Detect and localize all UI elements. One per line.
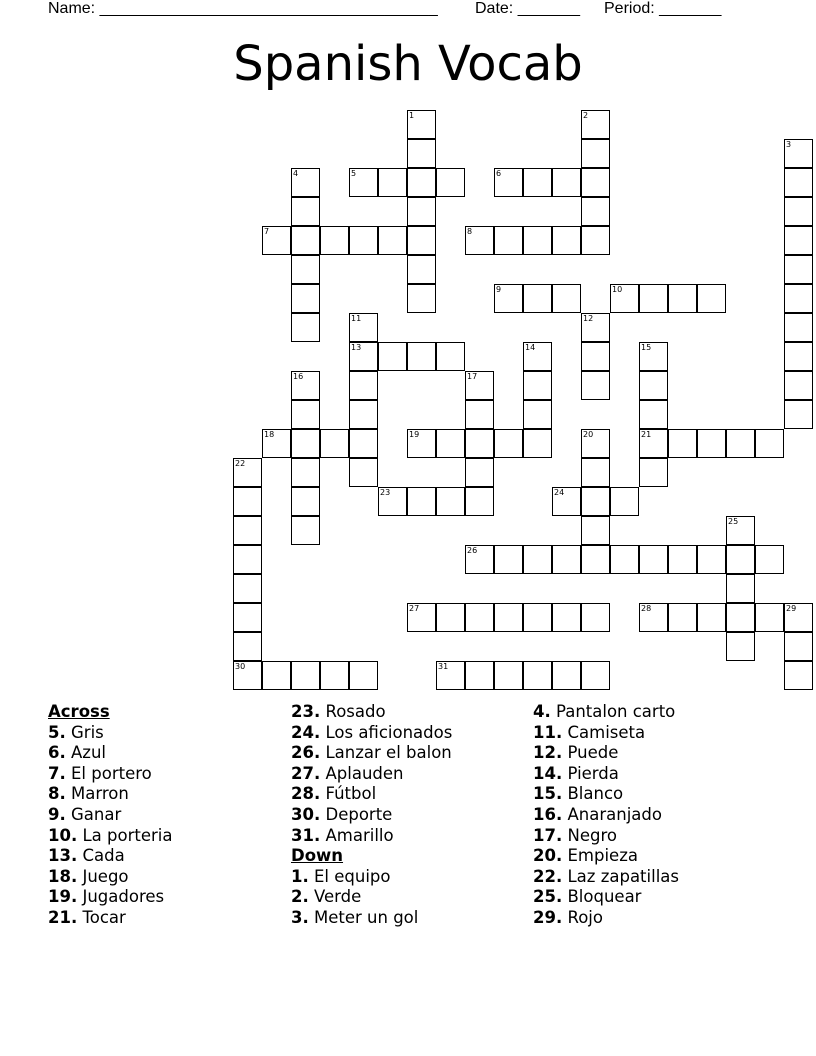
crossword-cell[interactable] — [436, 487, 465, 516]
crossword-cell[interactable] — [784, 632, 813, 661]
clue-number: 20. — [533, 846, 563, 866]
crossword-cell[interactable] — [233, 487, 262, 516]
crossword-cell[interactable] — [291, 255, 320, 284]
cell-number: 16 — [293, 372, 304, 381]
name-field-label[interactable]: Name: ______________________________________ — [48, 0, 438, 17]
cell-number: 9 — [496, 285, 502, 294]
crossword-cell[interactable] — [668, 545, 697, 574]
clue-number: 28. — [291, 784, 321, 804]
clue-item — [533, 702, 783, 723]
cell-number: 13 — [351, 343, 362, 352]
cell-number: 26 — [467, 546, 478, 555]
crossword-cell[interactable] — [581, 603, 610, 632]
period-field-label[interactable]: Period: _______ — [604, 0, 722, 17]
crossword-cell[interactable] — [291, 429, 320, 458]
crossword-cell[interactable] — [581, 313, 610, 342]
crossword-cell[interactable] — [407, 197, 436, 226]
crossword-cell[interactable] — [552, 226, 581, 255]
cell-number: 2 — [583, 111, 589, 120]
clue-item — [533, 908, 783, 929]
crossword-cell[interactable] — [639, 400, 668, 429]
clue-item — [291, 764, 541, 785]
clue-number: 30. — [291, 804, 321, 824]
cell-number: 14 — [525, 343, 536, 352]
clue-text: Blanco — [567, 784, 624, 804]
clue-number: 5. — [48, 722, 66, 742]
clues-column-2 — [291, 702, 541, 929]
crossword-cell[interactable] — [465, 487, 494, 516]
crossword-cell[interactable] — [639, 429, 668, 458]
crossword-cell[interactable] — [581, 197, 610, 226]
clue-item — [291, 805, 541, 826]
clue-item — [291, 702, 541, 723]
crossword-cell[interactable] — [581, 168, 610, 197]
crossword-cell[interactable] — [349, 371, 378, 400]
clue-item — [48, 723, 298, 744]
crossword-cell[interactable] — [523, 429, 552, 458]
crossword-cell[interactable] — [291, 458, 320, 487]
clue-number: 14. — [533, 763, 563, 783]
clue-number: 13. — [48, 846, 78, 866]
crossword-cell[interactable] — [552, 545, 581, 574]
crossword-cell[interactable] — [581, 139, 610, 168]
crossword-cell[interactable] — [668, 429, 697, 458]
crossword-cell[interactable] — [697, 545, 726, 574]
crossword-cell[interactable] — [494, 661, 523, 690]
cell-number: 30 — [235, 662, 246, 671]
clue-text: Meter un gol — [314, 907, 419, 927]
clue-number: 9. — [48, 804, 66, 824]
crossword-cell[interactable] — [262, 226, 291, 255]
clue-number: 1. — [291, 866, 309, 886]
clue-item — [48, 784, 298, 805]
crossword-cell[interactable] — [378, 168, 407, 197]
crossword-cell[interactable] — [639, 458, 668, 487]
crossword-cell[interactable] — [581, 429, 610, 458]
clue-text: Camiseta — [567, 722, 646, 742]
crossword-cell[interactable] — [784, 342, 813, 371]
cell-number: 1 — [409, 111, 415, 120]
clue-number: 2. — [291, 887, 309, 907]
cell-number: 21 — [641, 430, 652, 439]
crossword-cell[interactable] — [726, 574, 755, 603]
crossword-cell[interactable] — [407, 139, 436, 168]
clue-item — [291, 743, 541, 764]
cell-number: 6 — [496, 169, 502, 178]
crossword-cell[interactable] — [407, 342, 436, 371]
crossword-cell[interactable] — [349, 458, 378, 487]
clue-text: Deporte — [325, 804, 393, 824]
crossword-cell[interactable] — [233, 545, 262, 574]
crossword-cell[interactable] — [755, 603, 784, 632]
crossword-cell[interactable] — [639, 284, 668, 313]
clue-item — [291, 723, 541, 744]
crossword-cell[interactable] — [291, 284, 320, 313]
clue-text: Puede — [567, 743, 619, 763]
cell-number: 19 — [409, 430, 420, 439]
cell-number: 20 — [583, 430, 594, 439]
clue-number: 21. — [48, 907, 78, 927]
clue-item — [291, 867, 541, 888]
clue-item — [533, 846, 783, 867]
crossword-cell[interactable] — [581, 371, 610, 400]
crossword-cell[interactable] — [523, 400, 552, 429]
crossword-cell[interactable] — [784, 661, 813, 690]
clue-number: 15. — [533, 784, 563, 804]
cell-number: 3 — [786, 140, 792, 149]
crossword-cell[interactable] — [407, 429, 436, 458]
crossword-cell[interactable] — [784, 226, 813, 255]
clue-text: Pierda — [567, 763, 619, 783]
crossword-cell[interactable] — [523, 545, 552, 574]
crossword-cell[interactable] — [262, 661, 291, 690]
crossword-cell[interactable] — [494, 429, 523, 458]
clue-text: Ganar — [71, 804, 122, 824]
clues-column-1 — [48, 702, 298, 929]
clue-item — [48, 867, 298, 888]
crossword-cell[interactable] — [523, 371, 552, 400]
crossword-cell[interactable] — [494, 168, 523, 197]
clue-number: 3. — [291, 907, 309, 927]
crossword-cell[interactable] — [726, 516, 755, 545]
crossword-cell[interactable] — [291, 197, 320, 226]
cell-number: 29 — [786, 604, 797, 613]
crossword-cell[interactable] — [697, 603, 726, 632]
clue-number: 26. — [291, 743, 321, 763]
crossword-cell[interactable] — [291, 661, 320, 690]
crossword-cell[interactable] — [784, 371, 813, 400]
crossword-cell[interactable] — [465, 661, 494, 690]
clue-text: Negro — [567, 825, 617, 845]
crossword-cell[interactable] — [581, 487, 610, 516]
crossword-cell[interactable] — [378, 487, 407, 516]
down-heading: Down — [291, 846, 344, 866]
cell-number: 24 — [554, 488, 565, 497]
clue-item — [48, 764, 298, 785]
clue-item — [291, 826, 541, 847]
crossword-cell[interactable] — [291, 226, 320, 255]
clue-text: Lanzar el balon — [325, 743, 452, 763]
crossword-cell[interactable] — [349, 342, 378, 371]
crossword-cell[interactable] — [697, 284, 726, 313]
clue-text: Amarillo — [325, 825, 394, 845]
crossword-cell[interactable] — [784, 284, 813, 313]
crossword-cell[interactable] — [581, 458, 610, 487]
crossword-cell[interactable] — [407, 110, 436, 139]
clue-text: Aplauden — [325, 763, 404, 783]
crossword-cell[interactable] — [581, 226, 610, 255]
crossword-cell[interactable] — [639, 603, 668, 632]
clue-text: Empieza — [567, 846, 638, 866]
crossword-cell[interactable] — [726, 545, 755, 574]
crossword-cell[interactable] — [784, 168, 813, 197]
crossword-cell[interactable] — [552, 603, 581, 632]
cell-number: 10 — [612, 285, 623, 294]
crossword-cell[interactable] — [784, 313, 813, 342]
crossword-cell[interactable] — [465, 371, 494, 400]
clue-text: Verde — [314, 887, 362, 907]
crossword-cell[interactable] — [465, 545, 494, 574]
across-heading: Across — [48, 702, 110, 721]
clue-item — [48, 805, 298, 826]
clue-number: 23. — [291, 702, 321, 721]
crossword-cell[interactable] — [523, 342, 552, 371]
crossword-cell[interactable] — [697, 429, 726, 458]
clue-number: 25. — [533, 887, 563, 907]
cell-number: 15 — [641, 343, 652, 352]
crossword-cell[interactable] — [726, 603, 755, 632]
clue-text: Laz zapatillas — [567, 866, 679, 886]
cell-number: 12 — [583, 314, 594, 323]
clue-text: Pantalon carto — [556, 702, 676, 721]
clue-number: 18. — [48, 866, 78, 886]
cell-number: 7 — [264, 227, 270, 236]
cell-number: 25 — [728, 517, 739, 526]
crossword-cell[interactable] — [552, 661, 581, 690]
clue-text: Tocar — [82, 907, 126, 927]
crossword-cell[interactable] — [407, 284, 436, 313]
crossword-cell[interactable] — [320, 226, 349, 255]
clue-number: 6. — [48, 743, 66, 763]
crossword-cell[interactable] — [320, 429, 349, 458]
clue-text: Bloquear — [567, 887, 642, 907]
cell-number: 11 — [351, 314, 362, 323]
cell-number: 18 — [264, 430, 275, 439]
crossword-cell[interactable] — [784, 400, 813, 429]
crossword-cell[interactable] — [639, 545, 668, 574]
crossword-cell[interactable] — [552, 284, 581, 313]
crossword-cell[interactable] — [378, 342, 407, 371]
crossword-cell[interactable] — [349, 400, 378, 429]
cell-number: 17 — [467, 372, 478, 381]
clue-number: 10. — [48, 825, 78, 845]
cell-number: 28 — [641, 604, 652, 613]
crossword-cell[interactable] — [436, 342, 465, 371]
clue-number: 12. — [533, 743, 563, 763]
clue-number: 24. — [291, 722, 321, 742]
crossword-cell[interactable] — [233, 458, 262, 487]
clue-text: Marron — [71, 784, 129, 804]
clue-item — [48, 908, 298, 929]
crossword-cell[interactable] — [349, 226, 378, 255]
page-title: Spanish Vocab — [233, 36, 583, 92]
clue-text: Rosado — [325, 702, 386, 721]
crossword-cell[interactable] — [581, 516, 610, 545]
clue-number: 19. — [48, 887, 78, 907]
crossword-cell[interactable] — [523, 603, 552, 632]
clue-number: 7. — [48, 763, 66, 783]
clue-item — [291, 784, 541, 805]
clue-item — [291, 908, 541, 929]
clue-text: Azul — [71, 743, 106, 763]
crossword-cell[interactable] — [407, 226, 436, 255]
crossword-cell[interactable] — [291, 313, 320, 342]
crossword-cell[interactable] — [610, 487, 639, 516]
crossword-cell[interactable] — [494, 603, 523, 632]
clue-item — [533, 764, 783, 785]
clue-text: Anaranjado — [567, 804, 662, 824]
crossword-cell[interactable] — [407, 255, 436, 284]
crossword-cell[interactable] — [523, 284, 552, 313]
crossword-cell[interactable] — [349, 661, 378, 690]
crossword-cell[interactable] — [465, 458, 494, 487]
clue-item — [48, 887, 298, 908]
clue-item — [48, 743, 298, 764]
crossword-cell[interactable] — [494, 284, 523, 313]
crossword-cell[interactable] — [436, 603, 465, 632]
crossword-cell[interactable] — [320, 661, 349, 690]
cell-number: 31 — [438, 662, 449, 671]
clues-column-3 — [533, 702, 783, 929]
crossword-cell[interactable] — [523, 661, 552, 690]
cell-number: 5 — [351, 169, 357, 178]
cell-number: 22 — [235, 459, 246, 468]
crossword-cell[interactable] — [726, 632, 755, 661]
clue-item — [291, 887, 541, 908]
crossword-cell[interactable] — [407, 168, 436, 197]
crossword-cell[interactable] — [610, 284, 639, 313]
crossword-cell[interactable] — [784, 255, 813, 284]
crossword-cell[interactable] — [465, 429, 494, 458]
crossword-cell[interactable] — [581, 110, 610, 139]
crossword-cell[interactable] — [639, 342, 668, 371]
crossword-cell[interactable] — [436, 429, 465, 458]
crossword-cell[interactable] — [378, 226, 407, 255]
crossword-cell[interactable] — [407, 603, 436, 632]
crossword-cell[interactable] — [465, 603, 494, 632]
crossword-cell[interactable] — [755, 545, 784, 574]
clue-text: Los aficionados — [325, 722, 453, 742]
crossword-cell[interactable] — [784, 603, 813, 632]
crossword-cell[interactable] — [291, 400, 320, 429]
clue-number: 27. — [291, 763, 321, 783]
crossword-cell[interactable] — [349, 429, 378, 458]
clue-text: El portero — [71, 763, 152, 783]
crossword-cell[interactable] — [291, 487, 320, 516]
crossword-cell[interactable] — [436, 168, 465, 197]
clue-text: Jugadores — [82, 887, 165, 907]
crossword-cell[interactable] — [262, 429, 291, 458]
crossword-cell[interactable] — [436, 661, 465, 690]
crossword-cell[interactable] — [610, 545, 639, 574]
crossword-cell[interactable] — [523, 168, 552, 197]
clue-item — [533, 743, 783, 764]
clue-number: 22. — [533, 866, 563, 886]
crossword-cell[interactable] — [668, 284, 697, 313]
clue-item — [48, 826, 298, 847]
cell-number: 27 — [409, 604, 420, 613]
crossword-cell[interactable] — [233, 632, 262, 661]
clue-item — [533, 867, 783, 888]
crossword-cell[interactable] — [784, 197, 813, 226]
crossword-cell[interactable] — [291, 168, 320, 197]
crossword-cell[interactable] — [233, 574, 262, 603]
cell-number: 4 — [293, 169, 299, 178]
clue-text: Rojo — [567, 907, 603, 927]
crossword-cell[interactable] — [523, 226, 552, 255]
clue-number: 29. — [533, 907, 563, 927]
crossword-cell[interactable] — [639, 371, 668, 400]
crossword-cell[interactable] — [494, 545, 523, 574]
clue-item — [533, 887, 783, 908]
clue-text: Juego — [82, 866, 129, 886]
crossword-cell[interactable] — [233, 603, 262, 632]
crossword-cell[interactable] — [581, 661, 610, 690]
clue-item — [533, 784, 783, 805]
crossword-cell[interactable] — [349, 313, 378, 342]
crossword-cell[interactable] — [233, 661, 262, 690]
clue-number: 17. — [533, 825, 563, 845]
clue-number: 16. — [533, 804, 563, 824]
crossword-cell[interactable] — [465, 400, 494, 429]
crossword-cell[interactable] — [726, 429, 755, 458]
crossword-cell[interactable] — [581, 545, 610, 574]
crossword-cell[interactable] — [552, 168, 581, 197]
cell-number: 8 — [467, 227, 473, 236]
crossword-cell[interactable] — [581, 342, 610, 371]
crossword-cell[interactable] — [233, 516, 262, 545]
crossword-cell[interactable] — [407, 487, 436, 516]
crossword-cell[interactable] — [784, 139, 813, 168]
crossword-cell[interactable] — [668, 603, 697, 632]
clue-item — [533, 805, 783, 826]
date-field-label[interactable]: Date: _______ — [475, 0, 580, 17]
crossword-cell[interactable] — [494, 226, 523, 255]
clue-text: Fútbol — [325, 784, 377, 804]
clue-number: 8. — [48, 784, 66, 804]
crossword-cell[interactable] — [291, 371, 320, 400]
clue-number: 4. — [533, 702, 551, 721]
clue-item — [533, 826, 783, 847]
crossword-cell[interactable] — [465, 226, 494, 255]
clue-text: Gris — [71, 722, 104, 742]
clue-number: 11. — [533, 722, 563, 742]
clue-text: El equipo — [314, 866, 391, 886]
crossword-cell[interactable] — [552, 487, 581, 516]
clue-text: Cada — [82, 846, 125, 866]
clue-item — [533, 723, 783, 744]
clue-text: La porteria — [82, 825, 173, 845]
clue-item — [48, 846, 298, 867]
cell-number: 23 — [380, 488, 391, 497]
crossword-cell[interactable] — [755, 429, 784, 458]
crossword-cell[interactable] — [349, 168, 378, 197]
clue-number: 31. — [291, 825, 321, 845]
crossword-cell[interactable] — [291, 516, 320, 545]
